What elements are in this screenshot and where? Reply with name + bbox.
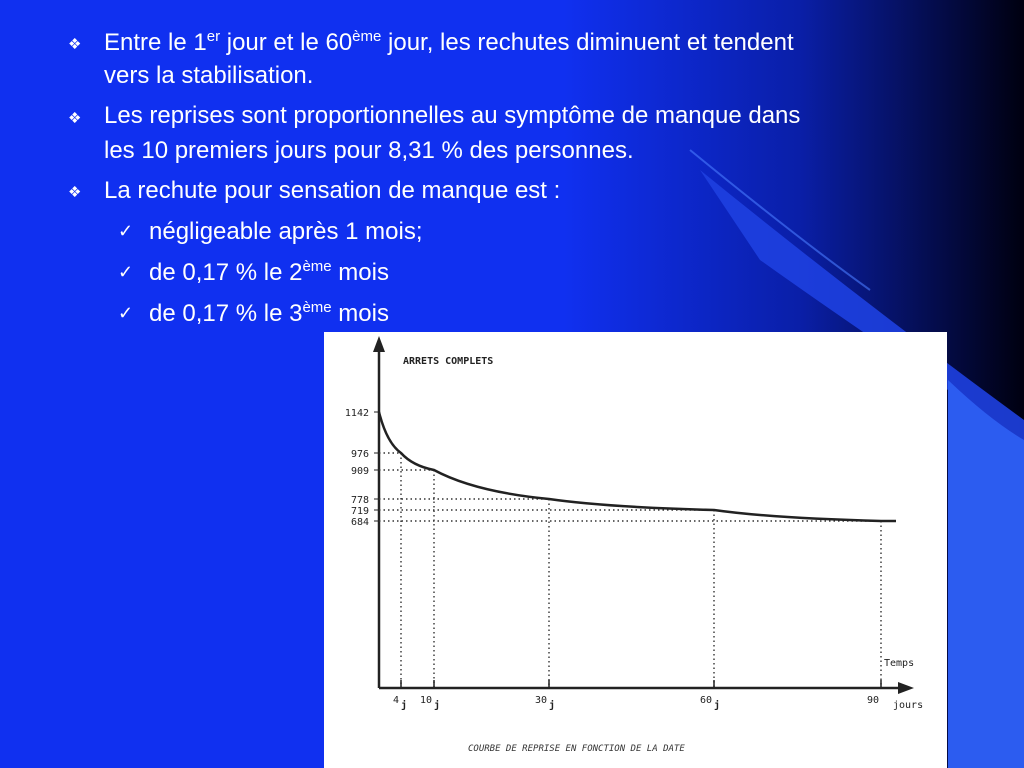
x-tick-label: 60 xyxy=(699,695,712,706)
check-icon: ✓ xyxy=(118,262,134,282)
bullet-2-line-1: Les reprises sont proportionnelles au symptôme de manque dans xyxy=(104,102,801,129)
y-tick-label: 719 xyxy=(350,506,369,517)
x-tick-label: 4 xyxy=(392,695,399,706)
x-tick-label: 10 xyxy=(419,695,432,706)
x-axis-label: jours xyxy=(893,700,924,711)
y-tick-label: 976 xyxy=(350,449,369,460)
y-tick-label: 684 xyxy=(350,517,369,528)
diamond-bullet-icon: ❖ xyxy=(68,184,82,201)
y-tick-labels xyxy=(345,408,379,528)
chart-title: ARRETS COMPLETS xyxy=(403,356,494,367)
subbullet-3: de 0,17 % le 3ème mois xyxy=(149,299,389,327)
bullet-1-line-2: vers la stabilisation. xyxy=(104,62,314,89)
bullet-1-line-1: Entre le 1er jour et le 60ème jour, les rechutes diminuent et tendent xyxy=(104,28,794,56)
y-tick-label: 909 xyxy=(350,466,369,477)
subbullet-2: de 0,17 % le 2ème mois xyxy=(149,258,389,286)
subbullet-1: négligeable après 1 mois; xyxy=(149,218,423,245)
y-tick-label: 778 xyxy=(350,495,369,506)
x-tick-unit: j xyxy=(714,700,721,711)
diamond-bullet-icon: ❖ xyxy=(68,110,82,127)
chart-image xyxy=(324,332,947,768)
chart-caption: COURBE DE REPRISE EN FONCTION DE LA DATE xyxy=(468,744,685,754)
background-accent xyxy=(948,380,1024,768)
bullet-2-line-2: les 10 premiers jours pour 8,31 % des personnes. xyxy=(104,137,634,164)
x-tick-label: 30 xyxy=(534,695,547,706)
x-tick-labels xyxy=(393,680,881,711)
bullet-3-line-1: La rechute pour sensation de manque est : xyxy=(104,177,561,204)
x-tick-unit: j xyxy=(549,700,556,711)
bullet-list xyxy=(0,0,1024,330)
x-axis-arrow-icon xyxy=(898,682,914,694)
x-tick-unit: j xyxy=(434,700,441,711)
series-line xyxy=(379,412,896,521)
check-icon: ✓ xyxy=(118,221,134,241)
y-tick-label: 1142 xyxy=(344,408,369,419)
dotted-reference-lines xyxy=(379,453,881,688)
x-tick-label: 90 xyxy=(866,695,879,706)
check-icon: ✓ xyxy=(118,303,134,323)
x-axis-label-top: Temps xyxy=(884,658,915,669)
y-axis-arrow-icon xyxy=(373,336,385,352)
chart-svg xyxy=(324,332,947,768)
x-tick-unit: j xyxy=(401,700,408,711)
diamond-bullet-icon: ❖ xyxy=(68,36,82,53)
